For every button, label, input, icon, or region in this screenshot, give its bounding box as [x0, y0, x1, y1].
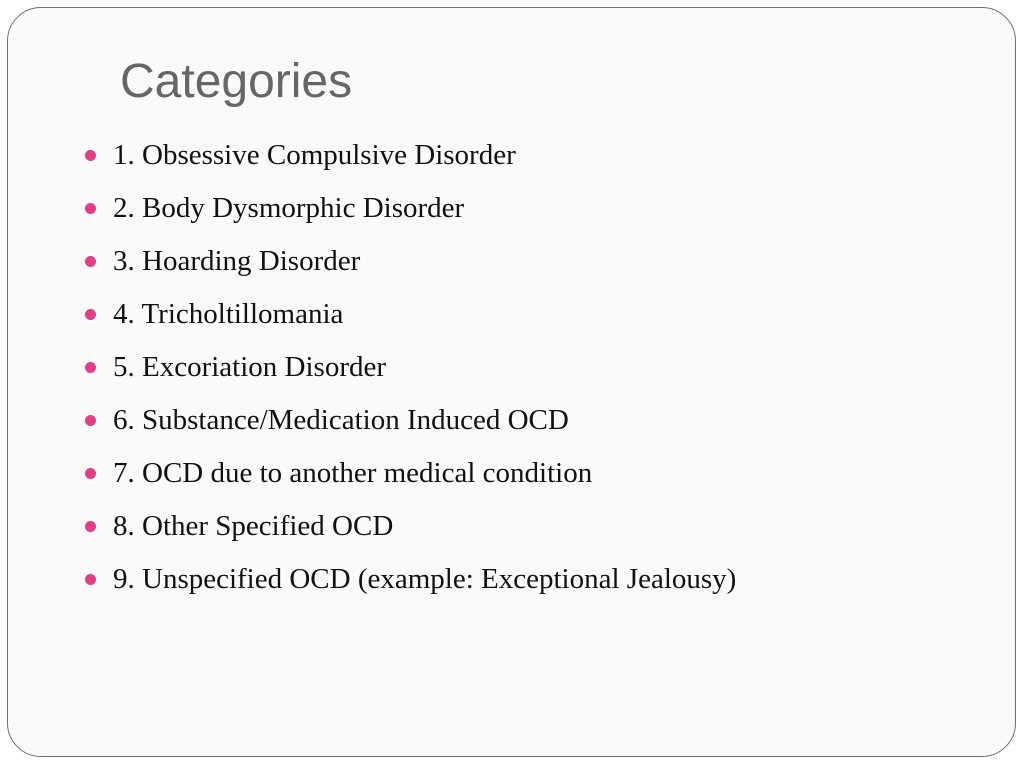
list-item [82, 559, 736, 612]
list-item-text: 7. OCD due to another medical condition [113, 457, 593, 489]
list-item-text: 4. Tricholtillomania [113, 298, 344, 330]
list-item [82, 347, 736, 400]
bullet-dot-icon [85, 415, 96, 426]
list-item-text: 5. Excoriation Disorder [113, 351, 387, 383]
bullet-dot-icon [85, 521, 96, 532]
list-item [82, 188, 736, 241]
bullet-dot-icon [85, 468, 96, 479]
bullet-dot-icon [85, 309, 96, 320]
list-item-text: 3. Hoarding Disorder [113, 245, 361, 277]
bullet-list [82, 135, 736, 612]
list-item-text: 2. Body Dysmorphic Disorder [113, 192, 465, 224]
bullet-dot-icon [85, 574, 96, 585]
list-item-text: 6. Substance/Medication Induced OCD [113, 404, 569, 436]
bullet-dot-icon [85, 256, 96, 267]
list-item [82, 400, 736, 453]
list-item [82, 294, 736, 347]
list-item [82, 241, 736, 294]
bullet-dot-icon [85, 150, 96, 161]
slide-title: Categories [120, 55, 353, 108]
slide [7, 7, 1016, 757]
list-item-text: 1. Obsessive Compulsive Disorder [113, 139, 516, 171]
list-item [82, 453, 736, 506]
list-item-text: 9. Unspecified OCD (example: Exceptional Jealousy) [113, 563, 737, 595]
list-item [82, 506, 736, 559]
bullet-dot-icon [85, 362, 96, 373]
list-item [82, 135, 736, 188]
list-item-text: 8. Other Specified OCD [113, 510, 394, 542]
bullet-dot-icon [85, 203, 96, 214]
